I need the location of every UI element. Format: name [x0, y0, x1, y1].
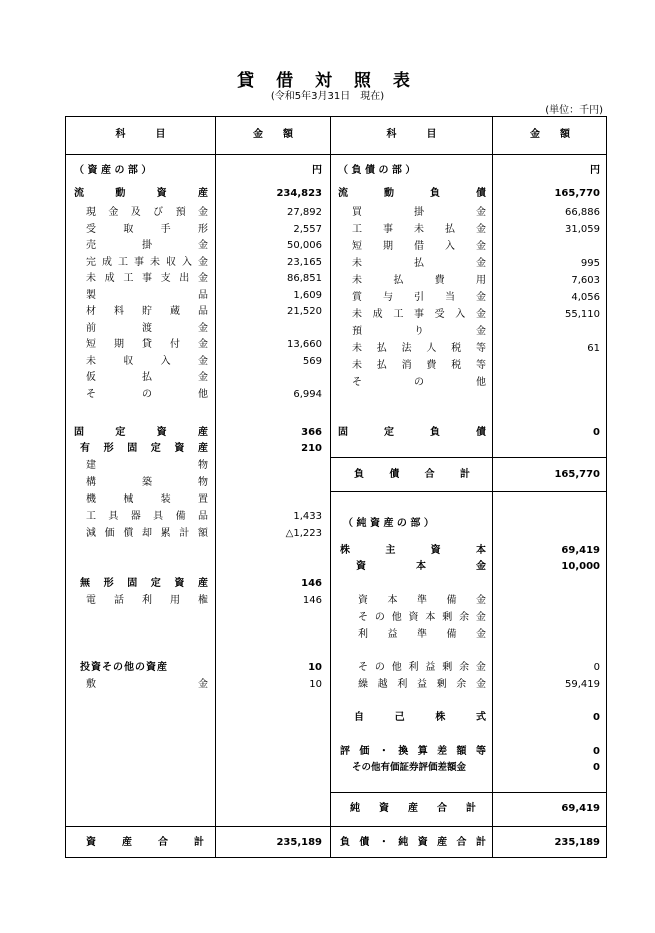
tangible-assets-label: 有 形 固 定 資 産: [80, 443, 208, 454]
yen-unit: 円: [312, 165, 322, 176]
capital-stock-label: 資 本 金: [356, 561, 486, 572]
shareholders-equity-label: 株 主 資 本: [340, 545, 486, 556]
tangible-asset-item-value: △1,223: [285, 528, 322, 539]
yen-unit-right: 円: [590, 165, 600, 176]
investment-item-value: 10: [309, 679, 322, 690]
investments-value: 10: [308, 662, 322, 673]
rule: [330, 792, 607, 793]
current-asset-item-value: 23,165: [287, 256, 322, 268]
current-liability-item-label: 工 事 未 払 金: [352, 224, 486, 235]
current-assets-value: 234,823: [276, 188, 322, 199]
fixed-liabilities-value: 0: [593, 427, 600, 438]
intangible-asset-item-value: 146: [302, 595, 322, 606]
current-asset-item-value: 2,557: [293, 223, 322, 235]
header-amount-right: 金 額: [530, 129, 570, 140]
intangible-asset-item-label: 電 話 利 用 権: [86, 595, 208, 606]
current-asset-item-value: 569: [302, 355, 322, 367]
current-liability-item-value: 995: [580, 258, 600, 269]
capital-item-label: 利 益 準 備 金: [358, 629, 486, 640]
current-liability-item-label: 賞 与 引 当 金: [352, 292, 486, 303]
total-rule: [65, 826, 607, 827]
current-liability-item-label: 未 払 消 費 税 等: [352, 360, 486, 371]
current-asset-item-value: 21,520: [287, 306, 322, 317]
current-liability-item-label: 未 払 法 人 税 等: [352, 343, 486, 354]
investment-item-label: 敷 金: [86, 679, 208, 690]
current-asset-item-label: 未 収 入 金: [86, 355, 208, 367]
current-liability-item-value: 66,886: [565, 207, 600, 218]
current-asset-item-label: 短 期 貸 付 金: [86, 339, 208, 350]
retained-earnings-item-value: 0: [593, 662, 600, 673]
current-liability-item-value: 4,056: [571, 292, 600, 303]
current-asset-item-label: そ の 他: [86, 388, 208, 400]
header-rule: [65, 154, 607, 155]
current-asset-item-label: 仮 払 金: [86, 372, 208, 383]
current-asset-item-label: 受 取 手 形: [86, 223, 208, 235]
total-liabilities-value: 165,770: [554, 469, 600, 480]
current-asset-item-value: 86,851: [287, 273, 322, 284]
col-divider: [492, 116, 493, 858]
securities-valuation-value: 0: [593, 762, 600, 773]
header-amount: 金 額: [253, 129, 293, 140]
current-asset-item-value: 27,892: [287, 207, 322, 218]
tangible-asset-item-label: 機 械 装 置: [86, 494, 208, 505]
fixed-assets-value: 366: [301, 427, 322, 438]
total-net-assets-label: 純 資 産 合 計: [350, 803, 476, 814]
current-liability-item-label: 未 払 金: [352, 258, 486, 269]
current-liability-item-label: 未 払 費 用: [352, 275, 486, 286]
current-liability-item-label: そ の 他: [352, 377, 486, 388]
header-item: 科 目: [115, 129, 166, 140]
grand-total-label: 負 債 ・ 純 資 産 合 計: [340, 837, 486, 848]
current-asset-item-label: 現 金 及 び 預 金: [86, 207, 208, 218]
tangible-asset-item-label: 工 具 器 具 備 品: [86, 511, 208, 522]
current-liability-item-value: 61: [587, 343, 600, 354]
current-liability-item-value: 55,110: [565, 309, 600, 320]
current-asset-item-value: 50,006: [287, 240, 322, 251]
retained-earnings-item-label: 繰 越 利 益 剰 余 金: [358, 679, 486, 690]
current-liability-item-label: 買 掛 金: [352, 207, 486, 218]
total-liabilities-label: 負 債 合 計: [354, 469, 470, 480]
treasury-stock-label: 自 己 株 式: [354, 712, 486, 723]
treasury-stock-value: 0: [593, 712, 600, 723]
as-of-date: (令和5年3月31日 現在): [270, 91, 385, 102]
intangible-assets-label: 無 形 固 定 資 産: [80, 578, 208, 589]
capital-item-label: そ の 他 資 本 剰 余 金: [358, 612, 486, 623]
assets-section-heading: （ 資 産 の 部 ）: [74, 165, 152, 176]
current-liability-item-value: 7,603: [571, 275, 600, 286]
capital-item-label: 資 本 準 備 金: [358, 595, 486, 606]
capital-stock-value: 10,000: [561, 561, 600, 572]
current-asset-item-label: 完 成 工 事 未 収 入 金: [86, 256, 208, 268]
rule: [330, 457, 607, 458]
current-asset-item-label: 材 料 貯 蔵 品: [86, 306, 208, 317]
valuation-value: 0: [593, 746, 600, 757]
rule: [330, 491, 607, 492]
current-liabilities-label: 流 動 負 債: [338, 188, 486, 199]
total-assets-value: 235,189: [276, 837, 322, 848]
fixed-assets-label: 固 定 資 産: [74, 427, 208, 438]
retained-earnings-item-label: そ の 他 利 益 剰 余 金: [358, 662, 486, 673]
col-divider-center: [330, 116, 331, 858]
tangible-assets-value: 210: [301, 443, 322, 454]
investments-label: 投資その他の資産: [80, 662, 168, 673]
shareholders-equity-value: 69,419: [561, 545, 600, 556]
total-net-assets-value: 69,419: [561, 803, 600, 814]
current-asset-item-value: 13,660: [287, 339, 322, 350]
grand-total-value: 235,189: [554, 837, 600, 848]
current-liability-item-label: 未 成 工 事 受 入 金: [352, 309, 486, 320]
col-divider: [215, 116, 216, 858]
current-asset-item-value: 1,609: [293, 289, 322, 301]
unit-label: (単位：千円): [545, 105, 603, 116]
current-asset-item-label: 製 品: [86, 289, 208, 301]
current-asset-item-label: 前 渡 金: [86, 322, 208, 334]
tangible-asset-item-label: 減 価 償 却 累 計 額: [86, 528, 208, 539]
document-title: 貸 借 対 照 表: [237, 71, 418, 91]
current-assets-label: 流 動 資 産: [74, 188, 208, 199]
current-asset-item-label: 未 成 工 事 支 出 金: [86, 273, 208, 284]
current-liability-item-label: 短 期 借 入 金: [352, 241, 486, 252]
intangible-assets-value: 146: [301, 578, 322, 589]
current-liability-item-value: 31,059: [565, 224, 600, 235]
current-liability-item-label: 預 り 金: [352, 326, 486, 337]
securities-valuation-label: その他有価証券評価差額金: [352, 762, 467, 773]
current-asset-item-value: 6,994: [293, 388, 322, 400]
retained-earnings-item-value: 59,419: [565, 679, 600, 690]
net-assets-section-heading: （ 純 資 産 の 部 ）: [343, 518, 434, 529]
current-asset-item-label: 売 掛 金: [86, 240, 208, 251]
header-item-right: 科 目: [386, 129, 437, 140]
tangible-asset-item-label: 構 築 物: [86, 477, 208, 488]
tangible-asset-item-label: 建 物: [86, 460, 208, 471]
fixed-liabilities-label: 固 定 負 債: [338, 427, 486, 438]
liabilities-section-heading: （ 負 債 の 部 ）: [338, 165, 416, 176]
current-liabilities-value: 165,770: [554, 188, 600, 199]
valuation-label: 評 価 ・ 換 算 差 額 等: [340, 746, 486, 757]
total-assets-label: 資 産 合 計: [86, 837, 204, 848]
tangible-asset-item-value: 1,433: [293, 511, 322, 522]
